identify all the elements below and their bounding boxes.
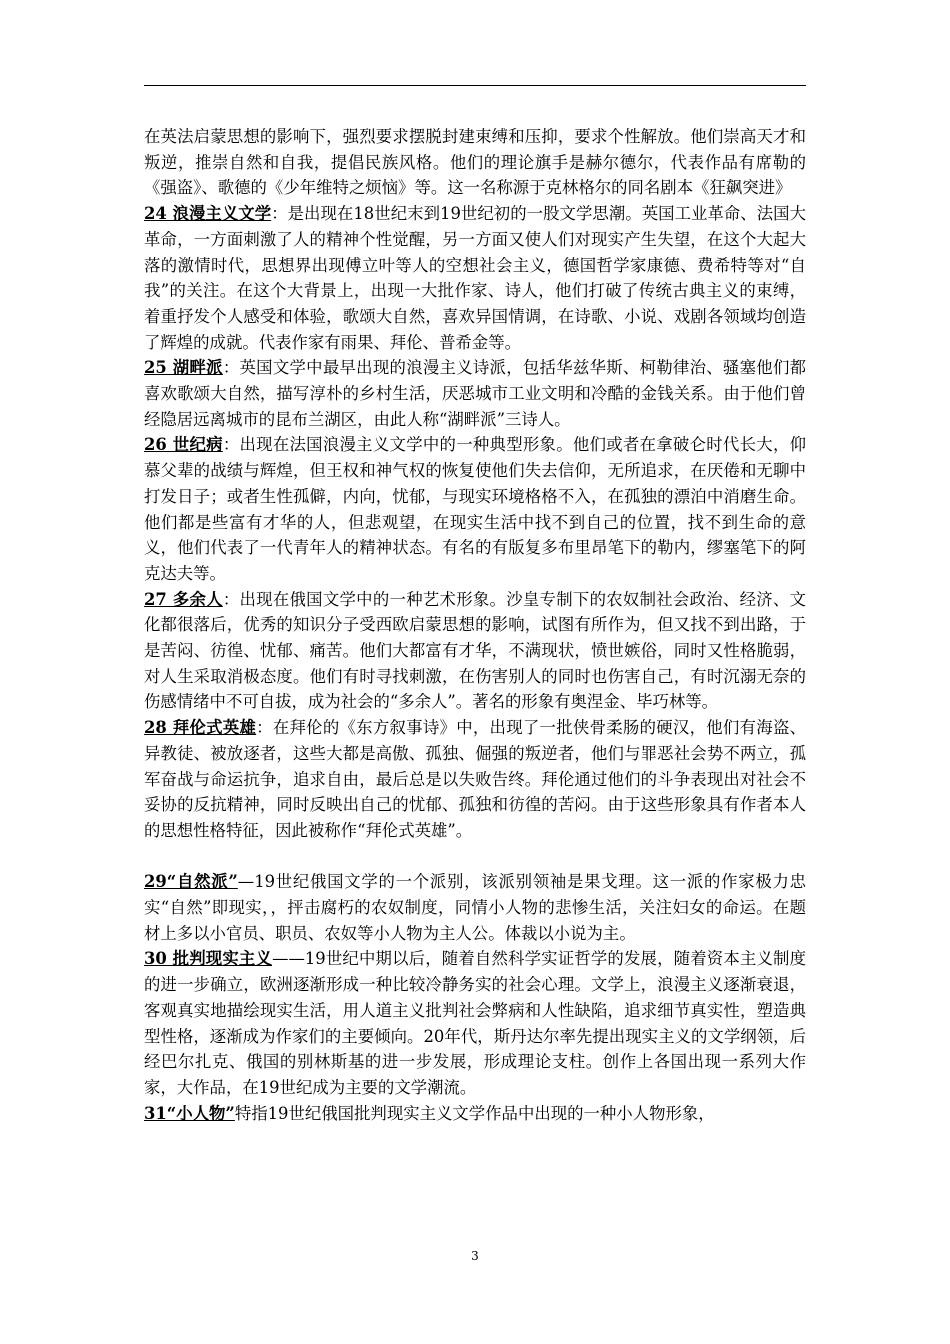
entry-text: 英国文学中最早出现的浪漫主义诗派，包括华兹华斯、柯勒律治、骚塞他们都喜欢歌颂大自然，描写淳朴的乡村生活，厌恶城市工业文明和冷酷的金钱关系。由于他们曾经隐居远离城市的昆布兰湖区，由此人称“湖畔派”三诗人。 (144, 358, 807, 429)
entry-29 (144, 869, 806, 946)
entry-28 (144, 715, 806, 844)
entry-term: 28 拜伦式英雄 (144, 718, 257, 738)
entry-text: 出现在俄国文学中的一种艺术形象。沙皇专制下的农奴制社会政治、经济、文化都很落后，优秀的知识分子受西欧启蒙思想的影响，试图有所作为，但又找不到出路，于是苦闷、彷徨、忧郁、痛苦。他们大都富有才华，不满现状，愤世嫉俗，同时又性格脆弱，对人生采取消极态度。他们有时寻找刺激，在伤害别人的同时也伤害自己，有时沉溺无奈的伤感情绪中不可自拔，成为社会的“多余人”。著名的形象有奥涅金、毕巧林等。 (144, 589, 807, 712)
entry-text: 特指19世纪俄国批判现实主义文学作品中出现的一种小人物形象， (234, 1103, 715, 1123)
entry-term: 26 世纪病 (144, 435, 223, 455)
entry-separator: — (237, 872, 255, 892)
entry-27 (144, 587, 806, 716)
entry-text: 在拜伦的《东方叙事诗》中，出现了一批侠骨柔肠的硬汉，他们有海盗、异教徒、被放逐者，这些大都是高傲、孤独、倔强的叛逆者，他们与罪恶社会势不两立，孤军奋战与命运抗争，追求自由，最后总是以失败告终。拜伦通过他们的斗争表现出对社会不妥协的反抗精神，同时反映出自己的忧郁、孤独和彷徨的苦闷。由于这些形象具有作者本人的思想性格特征，因此被称作“拜伦式英雄”。 (144, 718, 807, 840)
intro-paragraph: 在英法启蒙思想的影响下，强烈要求摆脱封建束缚和压抑，要求个性解放。他们崇高天才和叛逆，推崇自然和自我，提倡民族风格。他们的理论旗手是赫尔德尔，代表作品有席勒的《强盗》、歌德的《少年维特之烦恼》等。这一名称源于克林格尔的同名剧本《狂飙突进》 (144, 127, 806, 198)
entry-term: 29“自然派” (144, 872, 238, 892)
document-body (144, 124, 806, 1126)
header-rule (144, 85, 806, 86)
entry-separator: ： (222, 589, 240, 609)
entry-text: 19世纪俄国文学的一个派别，该派别领袖是果戈理。这一派的作家极力忠实“自然”即现实，，抨击腐朽的农奴制度，同情小人物的悲惨生活，关注妇女的命运。在题材上多以小官员、职员、农奴等小人物为主人公。体裁以小说为主。 (144, 872, 807, 943)
entry-term: 27 多余人 (144, 589, 223, 609)
entry-31 (144, 1101, 806, 1127)
entry-30 (144, 946, 806, 1100)
entry-separator: ： (256, 718, 273, 738)
entry-separator: —— (272, 949, 305, 969)
entry-separator: ： (222, 358, 240, 378)
entry-text: 是出现在18世纪末到19世纪初的一股文学思潮。英国工业革命、法国大革命，一方面刺激了人的精神个性觉醒，另一方面又使人们对现实产生失望，在这个大起大落的激情时代，思想界出现傅立叶等人的空想社会主义，德国哲学家康德、费希特等对“自我”的关注。在这个大背景上，出现一大批作家、诗人，他们打破了传统古典主义的束缚，着重抒发个人感受和体验，歌颂大自然，喜欢异国情调，在诗歌、小说、戏剧各领域均创造了辉煌的成就。代表作家有雨果、拜伦、普希金等。 (144, 204, 807, 352)
entry-term: 31“小人物” (144, 1103, 235, 1123)
entry-term: 30 批判现实主义 (144, 949, 273, 969)
entry-text: 19世纪中期以后，随着自然科学实证哲学的发展，随着资本主义制度的进一步确立，欧洲逐渐形成一种比较冷静务实的社会心理。文学上，浪漫主义逐渐衰退，客观真实地描绘现实生活，用人道主义批判社会弊病和人性缺陷，追求细节真实性，塑造典型性格，逐渐成为作家们的主要倾向。20年代，斯丹达尔率先提出现实主义的文学纲领，后经巴尔扎克、俄国的别林斯基的进一步发展，形成理论支柱。创作上各国出现一系列大作家，大作品，在19世纪成为主要的文学潮流。 (144, 949, 806, 1097)
entry-26 (144, 432, 806, 586)
entry-text: 出现在法国浪漫主义文学中的一种典型形象。他们或者在拿破仑时代长大，仰慕父辈的战绩与辉煌，但王权和神气权的恢复使他们失去信仰，无所追求，在厌倦和无聊中打发日子；或者生性孤僻，内向，忧郁，与现实环境格格不入，在孤独的漂泊中消磨生命。他们都是些富有才华的人，但悲观望，在现实生活中找不到自己的位置，找不到生命的意义，他们代表了一代青年人的精神状态。有名的有版复多布里昂笔下的勒内，缪塞笔下的阿克达夫等。 (144, 435, 807, 583)
entry-25 (144, 355, 806, 432)
entry-separator: ： (222, 435, 240, 455)
page-number: 3 (471, 1249, 479, 1263)
entry-24 (144, 201, 806, 355)
entry-separator: ： (271, 204, 288, 224)
entry-term: 25 湖畔派 (144, 358, 223, 378)
entry-term: 24 浪漫主义文学 (144, 204, 272, 224)
paragraph-spacer (144, 844, 806, 870)
